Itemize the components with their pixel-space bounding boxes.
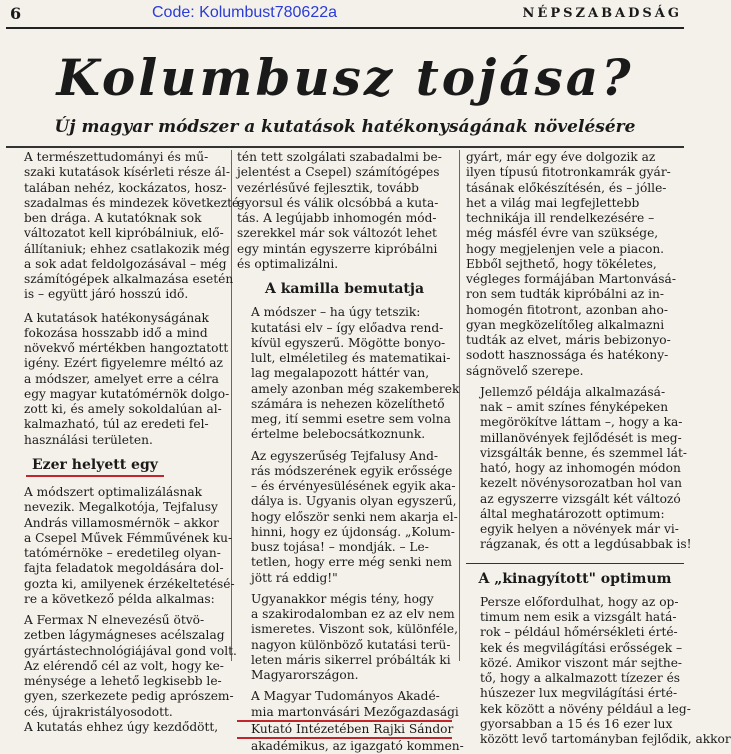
text-line: húszezer lux megvilágítási érté- xyxy=(480,686,678,701)
text-line: a módszer, amelyet erre a célra xyxy=(24,371,219,386)
text-line: gozta ki, amilyenek érzékeltetésé- xyxy=(24,576,235,591)
article-title: Kolumbusz tojása? xyxy=(56,48,634,107)
text-line: amely azonban még szakemberek xyxy=(251,381,460,396)
text-line: tén tett szolgálati szabadalmi be- xyxy=(237,150,442,164)
text-line: tás. A legújabb inhomogén mód- xyxy=(237,211,437,225)
text-line: szaki kutatások kísérleti része ál- xyxy=(24,165,230,180)
text-line: het a világ mai legfejlettebb xyxy=(466,195,640,210)
text-line: re a következő példa alkalmas: xyxy=(24,591,215,606)
text-line: fokozása hosszabb idő a mind xyxy=(24,325,208,340)
text-line: megörökítve láttam –, hogy a ka- xyxy=(480,415,683,430)
text-line: Ugyanakkor mégis tény, hogy xyxy=(251,591,434,606)
text-line: hogy először senki nem akarja el- xyxy=(251,509,458,524)
paragraph xyxy=(237,591,458,684)
column-1 xyxy=(10,150,244,734)
text-line: leten máris sikerrel próbálták ki xyxy=(251,652,451,667)
text-line: hinni, hogy ez újdonság. „Kolum- xyxy=(251,524,455,539)
text-line: is – együtt járó hosszú idő. xyxy=(24,287,189,302)
text-line: nagyon különböző kutatási terü- xyxy=(251,637,451,652)
subtitle-rule xyxy=(6,146,684,148)
text-line: használási területen. xyxy=(24,432,153,447)
section-heading: A „kinagyított" optimum xyxy=(466,563,684,587)
text-line: vezérlésűvé fejlesztik, tovább xyxy=(237,180,419,195)
text-line: Jellemző példája alkalmazásá- xyxy=(480,384,666,399)
text-line: zott ki, és amely sokoldalúan al- xyxy=(24,402,222,416)
text-line: kívül egyszerű. Mögötte bonyo- xyxy=(251,335,446,350)
text-line: egy mintán egyszerre kipróbálni xyxy=(237,241,438,256)
paragraph xyxy=(466,384,692,553)
text-line: nevezik. Megalkotója, Tejfalusy xyxy=(24,500,218,515)
text-line: homogén fitotront, azonban aho- xyxy=(466,302,668,317)
text-line: által meghatározott optimum: xyxy=(480,506,665,521)
text-line: gyártástechnológiájával gond volt. xyxy=(24,643,237,658)
text-line: kek között a növény például a leg- xyxy=(480,701,691,716)
article-subtitle: Új magyar módszer a kutatások hatékonyságának növelésére xyxy=(54,117,636,137)
text-line: Az egyszerűség Tejfalusy And- xyxy=(251,448,438,463)
text-line: – és érvényesülésének egyik aka- xyxy=(251,479,456,493)
text-line: busz tojása! – mondják. – Le- xyxy=(251,540,429,554)
text-line: gyorsul és válik olcsóbbá a kuta- xyxy=(237,195,439,210)
paragraph xyxy=(237,150,452,272)
text-line: egy magyar kutatómérnök dolgo- xyxy=(24,386,230,401)
page-header xyxy=(0,0,690,26)
text-line: timum nem esik a vizsgált hatá- xyxy=(480,610,677,624)
text-line: hogy megjelenjen vele a piacon. xyxy=(466,241,665,256)
newspaper-name: NÉPSZABADSÁG xyxy=(522,6,682,21)
paragraph xyxy=(10,485,235,607)
text-line: ságnövelő szerepe. xyxy=(466,363,584,378)
header-rule xyxy=(6,27,684,29)
text-line: rágzanak, és ott a legdúsabbak is! xyxy=(480,537,692,552)
text-line: gyan megközelítőleg alkalmazni xyxy=(466,317,665,332)
text-line: szadalmas és mindezek következté- xyxy=(24,195,244,210)
text-line: talában nehéz, kockázatos, hosz- xyxy=(24,180,227,195)
text-line: A természettudományi és mű- xyxy=(24,150,209,164)
text-line: tetlen, hogy erre még senki nem xyxy=(251,555,452,570)
text-line: gyorsabban a 15 és 16 ezer lux xyxy=(480,716,673,731)
text-line: tatómérnöke – eredetileg olyan- xyxy=(24,546,221,560)
text-line: technikája ill rendelkezésére – xyxy=(466,211,655,225)
code-label: Code: Kolumbust780622a xyxy=(152,4,338,21)
paragraph xyxy=(237,689,464,754)
text-line: A kutatások hatékonyságának xyxy=(24,310,209,325)
text-line: állítaniuk; ehhez csatlakozik még xyxy=(24,241,230,256)
text-line: millanövények fejlődését is meg- xyxy=(480,430,682,445)
text-line: tásának előkészítésén, és – jólle- xyxy=(466,180,667,195)
text-line: kalmazható, túl az eredeti fel- xyxy=(24,417,209,432)
text-line: lult, elméletileg és matematikai- xyxy=(251,351,451,365)
text-line: Az elérendő cél az volt, hogy ke- xyxy=(24,658,224,673)
text-line: Ebből sejthető, hogy tökéletes, xyxy=(466,256,657,271)
text-line: a szakirodalomban ez az elv nem xyxy=(251,607,455,621)
text-line: dálya is. Ugyanis olyan egyszerű, xyxy=(251,494,457,509)
text-line: kutatási elv – így előadva rend- xyxy=(251,320,444,335)
text-line: a Csepel Művek Fémművének ku- xyxy=(24,530,233,545)
text-line: ismeretes. Viszont sok, különféle, xyxy=(251,622,458,637)
text-line: között levő tartományban fejlődik, akkor xyxy=(480,732,731,746)
text-line: Magyarországon. xyxy=(251,668,359,682)
text-line: fajta feladatok megoldására dol- xyxy=(24,561,224,576)
paragraph xyxy=(466,594,731,748)
text-line: akadémikus, az igazgató kommen- xyxy=(251,739,464,753)
paragraph xyxy=(466,150,684,379)
text-line: szerekkel már sok változót lehet xyxy=(237,226,437,241)
text-line: meg, ití semmi esetre sem volna xyxy=(251,412,451,426)
text-line: sodott hasznossága és hatékony- xyxy=(466,348,669,363)
text-line: változatot kell kipróbálniuk, elő- xyxy=(24,226,224,241)
text-line: A módszert optimalizálásnak xyxy=(24,485,203,499)
text-line: ben drága. A kutatóknak sok xyxy=(24,211,202,225)
text-line: a sok adat feldolgozásával – még xyxy=(24,256,227,271)
text-line: rás módszerének egyik erőssége xyxy=(251,463,453,478)
text-line: igény. Ezért figyelemre méltó az xyxy=(24,356,223,371)
column-divider xyxy=(459,150,460,661)
text-line: és optimalizálni. xyxy=(237,256,339,271)
text-line: számítógépek alkalmazása esetén xyxy=(24,272,234,286)
paragraph xyxy=(10,613,237,735)
text-line: tő, hogy a alkalmazott tízezer és xyxy=(480,671,681,685)
text-line: zetben lágymágneses acélszalag xyxy=(24,628,225,643)
text-line: gyen, szerkezete pedig aprószem- xyxy=(24,689,234,704)
text-line: ható, hogy az inhomogén módon xyxy=(480,461,681,475)
text-line: még másfél évre van szüksége, xyxy=(466,226,659,241)
text-line: tudták az elvet, máris bebizonyo- xyxy=(466,333,671,347)
text-line: vizsgálták benne, és szemmel lát- xyxy=(480,445,688,460)
text-line: András villamosmérnök – akkor xyxy=(24,515,219,530)
paragraph xyxy=(237,305,460,442)
paragraph xyxy=(10,310,230,448)
text-line: A Magyar Tudományos Akadé- xyxy=(251,689,440,704)
text-line: cés, újrakristályosodott. xyxy=(24,704,173,719)
text-line: közé. Amikor viszont már sejthe- xyxy=(480,655,683,670)
text-line: növekvő mértékben hangoztatott xyxy=(24,341,229,355)
text-line: A Fermax N elnevezésű ötvö- xyxy=(24,613,205,627)
text-line: jött rá eddig!" xyxy=(251,570,338,585)
text-line: mia martonvásári Mezőgazdasági xyxy=(237,705,452,722)
column-2 xyxy=(237,150,464,753)
page-number: 6 xyxy=(10,4,22,23)
text-line: Kutató Intézetében Rajki Sándor xyxy=(237,722,452,739)
text-line: egyik helyen a növények már vi- xyxy=(480,522,679,536)
text-line: kezelt növénysorozatban hol van xyxy=(480,476,683,491)
text-line: ménysége a lehető legkisebb le- xyxy=(24,674,222,688)
text-line: rok – például hőmérsékleti érté- xyxy=(480,625,678,640)
text-line: az egyszerre vizsgált két változó xyxy=(480,491,681,506)
text-line: gyárt, már egy éve dolgozik az xyxy=(466,150,656,164)
section-heading: A kamilla bemutatja xyxy=(264,281,425,297)
column-3 xyxy=(466,150,731,746)
paragraph xyxy=(10,150,244,303)
text-line: nak – amit színes fényképeken xyxy=(480,400,669,414)
text-line: Persze előfordulhat, hogy az op- xyxy=(480,594,679,609)
text-line: ron sem tudták kipróbálni az in- xyxy=(466,287,665,302)
section-heading: Ezer helyett egy xyxy=(26,458,164,477)
text-line: lag megalapozott háttér van, xyxy=(251,366,430,381)
text-line: A módszer – ha úgy tetszik: xyxy=(251,305,421,320)
text-line: ilyen típusú fitotronkamrák gyár- xyxy=(466,165,671,180)
text-line: végleges formájában Martonvásá- xyxy=(466,272,676,286)
text-line: kek és megvilágítási erősségek – xyxy=(480,640,683,655)
paragraph xyxy=(237,448,458,586)
text-line: számára is nehezen közelíthető xyxy=(251,396,445,411)
text-line: értelme belebocsátkoznunk. xyxy=(251,427,426,442)
text-line: jelentést a Csepel) számítógépes xyxy=(237,165,440,180)
text-line: A kutatás ehhez úgy kezdődött, xyxy=(24,719,219,734)
